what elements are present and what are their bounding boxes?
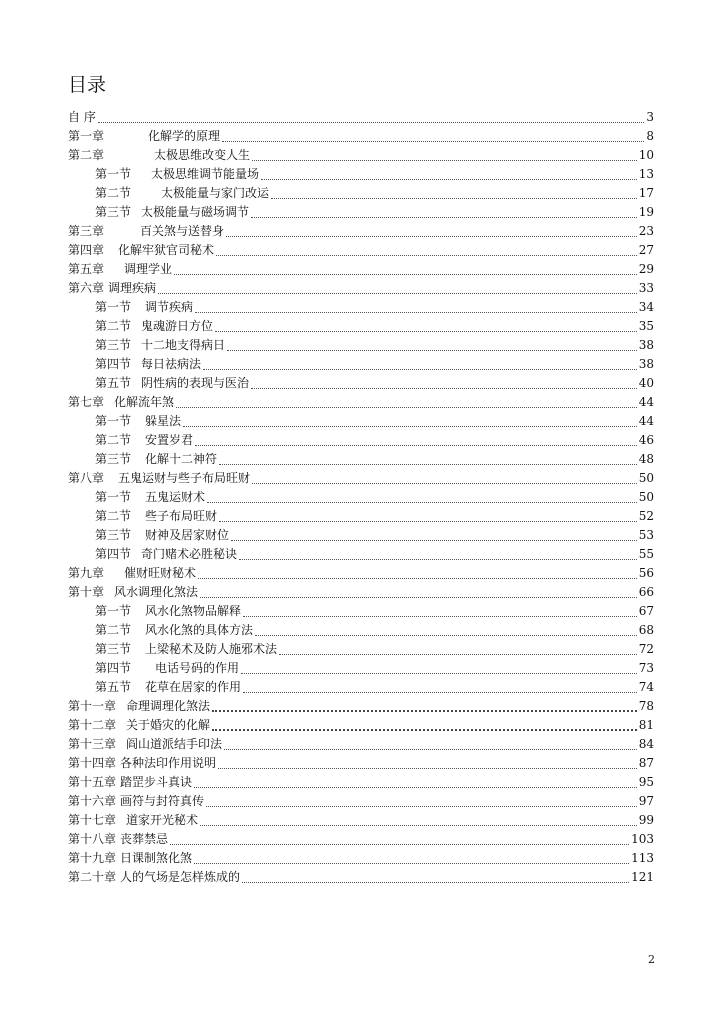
toc-entry-page: 19 [638,205,654,219]
toc-entry[interactable] [68,317,654,336]
dot-leader [227,350,637,351]
toc-entry-label: 第三节 [95,528,132,542]
toc-entry-page: 44 [638,395,654,409]
toc-entry-page: 8 [646,129,654,143]
toc-entry-label: 第一节 [95,490,132,504]
toc-entry-page: 81 [638,718,654,732]
toc-entry-label: 第六章 [68,281,105,295]
toc-entry[interactable] [68,241,654,260]
toc-entry[interactable] [68,754,654,773]
toc-entry-title: 财神及居家财位 [145,528,230,542]
toc-entry-title: 化解十二神符 [145,452,218,466]
toc-entry-title: 太极思维改变人生 [154,148,251,162]
dot-leader [222,141,644,142]
toc-entry-title: 化解牢狱官司秘术 [118,243,215,257]
toc-entry-page: 23 [638,224,654,238]
dot-leader [239,559,637,560]
toc-entry-title: 些子布局旺财 [145,509,218,523]
toc-entry-title: 风水调理化煞法 [114,585,199,599]
toc-entry-title: 太极能量与家门改运 [161,186,270,200]
toc-entry-title: 鬼魂游日方位 [141,319,214,333]
toc-entry-page: 66 [638,585,654,599]
toc-entry[interactable] [68,298,654,317]
toc-entry-label: 第七章 [68,395,105,409]
dot-leader [158,293,637,294]
dot-leader [218,768,637,769]
toc-entry[interactable] [68,507,654,526]
toc-entry-page: 72 [638,642,654,656]
toc-entry-title: 每日祛病法 [141,357,202,371]
table-of-contents [68,108,654,887]
toc-entry[interactable] [68,450,654,469]
toc-entry-label: 第四节 [95,357,132,371]
toc-entry-title: 躲星法 [145,414,182,428]
dot-leader [170,844,629,845]
toc-entry[interactable] [68,602,654,621]
dot-leader [271,198,637,199]
toc-entry-label: 第十八章 [68,832,117,846]
dot-leader [261,179,637,180]
toc-entry[interactable] [68,849,654,868]
toc-entry-title: 催财旺财秘术 [124,566,197,580]
toc-entry-page: 97 [638,794,654,808]
toc-entry-title: 太极能量与磁场调节 [141,205,250,219]
toc-entry-label: 第二章 [68,148,105,162]
toc-entry-page: 17 [638,186,654,200]
dot-leader [203,369,637,370]
dot-leader [198,578,637,579]
toc-entry[interactable] [68,659,654,678]
dot-leader [212,729,637,731]
dot-leader [252,160,637,161]
dot-leader [195,312,637,313]
toc-entry-label: 第二节 [95,433,132,447]
dot-leader [195,445,637,446]
toc-entry-page: 50 [638,490,654,504]
dot-leader [231,540,637,541]
toc-entry-title: 各种法印作用说明 [120,756,217,770]
dot-leader [224,749,637,750]
dot-leader [251,388,637,389]
toc-entry[interactable] [68,146,654,165]
toc-entry-page: 10 [638,148,654,162]
toc-entry[interactable] [68,545,654,564]
toc-entry[interactable] [68,184,654,203]
toc-entry-label: 第四章 [68,243,105,257]
dot-leader [279,654,637,655]
toc-entry-title: 十二地支得病日 [141,338,226,352]
dot-leader [243,616,637,617]
dot-leader [174,274,637,275]
toc-entry-title: 上梁秘术及防人施邪术法 [145,642,278,656]
toc-entry-label: 第五节 [95,680,132,694]
toc-entry-page: 113 [631,851,654,865]
toc-entry[interactable] [68,469,654,488]
toc-entry[interactable] [68,260,654,279]
toc-entry[interactable] [68,811,654,830]
toc-entry[interactable] [68,735,654,754]
toc-entry-label: 第十九章 [68,851,117,865]
toc-entry-label: 第十二章 [68,718,117,732]
dot-leader [207,502,637,503]
toc-entry-label: 第八章 [68,471,105,485]
toc-entry-title: 阴性病的表现与医治 [141,376,250,390]
toc-entry-page: 103 [631,832,654,846]
toc-entry-label: 第三节 [95,452,132,466]
toc-entry-label: 第五节 [95,376,132,390]
toc-entry-page: 67 [638,604,654,618]
toc-entry-page: 95 [638,775,654,789]
toc-entry[interactable] [68,355,654,374]
toc-entry-label: 第十三章 [68,737,117,751]
toc-entry-label: 第一节 [95,414,132,428]
toc-entry[interactable] [68,165,654,184]
toc-entry[interactable] [68,488,654,507]
toc-entry-page: 33 [638,281,654,295]
toc-entry-page: 87 [638,756,654,770]
toc-entry[interactable] [68,583,654,602]
toc-entry-title: 化解流年煞 [114,395,175,409]
toc-entry-label: 第十一章 [68,699,117,713]
toc-entry-page: 38 [638,338,654,352]
toc-entry-label: 第十七章 [68,813,117,827]
toc-entry[interactable] [68,564,654,583]
toc-entry-title: 安置岁君 [145,433,194,447]
toc-entry-label: 第四节 [95,547,132,561]
toc-entry-page: 74 [638,680,654,694]
toc-entry-page: 56 [638,566,654,580]
toc-entry-title: 日课制煞化煞 [120,851,193,865]
toc-entry-page: 68 [638,623,654,637]
dot-leader [200,825,637,826]
toc-entry[interactable] [68,716,654,735]
toc-entry-label: 第五章 [68,262,105,276]
toc-entry-title: 电话号码的作用 [155,661,240,675]
toc-entry-label: 第二节 [95,509,132,523]
toc-entry[interactable] [68,393,654,412]
dot-leader [219,464,637,465]
toc-entry-label: 第十六章 [68,794,117,808]
toc-entry[interactable] [68,526,654,545]
toc-entry-title: 踏罡步斗真诀 [120,775,193,789]
page-number: 2 [648,953,655,966]
toc-entry-label: 自 序 [68,110,96,124]
toc-entry-page: 44 [638,414,654,428]
toc-entry-page: 46 [638,433,654,447]
toc-entry-label: 第十四章 [68,756,117,770]
dot-leader [243,692,637,693]
toc-entry-label: 第三章 [68,224,105,238]
toc-entry-title: 奇门赌术必胜秘诀 [141,547,238,561]
dot-leader [242,882,629,883]
toc-entry-label: 第十五章 [68,775,117,789]
dot-leader [200,597,637,598]
toc-entry[interactable] [68,127,654,146]
toc-entry-page: 84 [638,737,654,751]
toc-entry-label: 第三节 [95,338,132,352]
toc-entry-title: 五鬼运财与些子布局旺财 [118,471,251,485]
toc-entry-title: 丧葬禁忌 [120,832,169,846]
toc-entry-page: 48 [638,452,654,466]
toc-entry-label: 第二节 [95,319,132,333]
toc-entry-page: 3 [646,110,654,124]
toc-entry-label: 第一节 [95,167,132,181]
toc-entry[interactable] [68,412,654,431]
toc-entry-title: 太极思维调节能量场 [151,167,260,181]
dot-leader [219,521,637,522]
toc-entry-title: 关于婚灾的化解 [126,718,211,732]
page-title: 目录 [68,74,107,96]
toc-entry-label: 第二节 [95,623,132,637]
toc-entry-title: 风水化煞物品解释 [145,604,242,618]
toc-entry-page: 50 [638,471,654,485]
toc-entry-title: 调理疾病 [108,281,157,295]
dot-leader [206,806,637,807]
toc-entry-label: 第二节 [95,186,132,200]
dot-leader [183,426,637,427]
toc-entry-page: 78 [638,699,654,713]
dot-leader [215,331,637,332]
toc-entry-page: 99 [638,813,654,827]
toc-entry-label: 第二十章 [68,870,117,884]
toc-entry-title: 化解学的原理 [148,129,221,143]
toc-entry-label: 第十章 [68,585,105,599]
dot-leader [212,710,637,712]
toc-entry[interactable] [68,830,654,849]
toc-entry-title: 调理学业 [124,262,173,276]
toc-entry-title: 人的气场是怎样炼成的 [120,870,241,884]
toc-entry[interactable] [68,108,654,127]
toc-entry-label: 第一节 [95,300,132,314]
toc-entry[interactable] [68,868,654,887]
toc-entry-title: 风水化煞的具体方法 [145,623,254,637]
toc-entry-page: 40 [638,376,654,390]
toc-entry[interactable] [68,203,654,222]
toc-entry[interactable] [68,792,654,811]
dot-leader [255,635,637,636]
dot-leader [194,863,629,864]
toc-entry-page: 52 [638,509,654,523]
toc-entry-label: 第三节 [95,205,132,219]
toc-entry-page: 35 [638,319,654,333]
toc-entry-page: 13 [638,167,654,181]
dot-leader [226,236,637,237]
toc-entry-title: 五鬼运财术 [145,490,206,504]
toc-entry-label: 第九章 [68,566,105,580]
toc-entry[interactable] [68,336,654,355]
toc-entry-title: 花草在居家的作用 [145,680,242,694]
dot-leader [176,407,637,408]
dot-leader [98,122,645,123]
toc-entry-title: 道家开光秘术 [126,813,199,827]
dot-leader [216,255,637,256]
toc-entry[interactable] [68,678,654,697]
toc-entry[interactable] [68,621,654,640]
toc-entry[interactable] [68,222,654,241]
toc-entry-title: 调节疾病 [145,300,194,314]
toc-entry[interactable] [68,431,654,450]
toc-entry[interactable] [68,773,654,792]
toc-entry-title: 阎山道派结手印法 [126,737,223,751]
toc-entry-page: 29 [638,262,654,276]
toc-entry-page: 73 [638,661,654,675]
toc-entry-page: 27 [638,243,654,257]
toc-entry-label: 第一节 [95,604,132,618]
dot-leader [194,787,637,788]
toc-entry[interactable] [68,697,654,716]
toc-entry-page: 121 [631,870,654,884]
dot-leader [241,673,637,674]
toc-entry-title: 画符与封符真传 [120,794,205,808]
toc-entry-label: 第三节 [95,642,132,656]
toc-entry-label: 第四节 [95,661,132,675]
toc-entry-page: 55 [638,547,654,561]
dot-leader [252,483,637,484]
toc-entry-page: 38 [638,357,654,371]
toc-entry[interactable] [68,279,654,298]
toc-entry-title: 命理调理化煞法 [126,699,211,713]
toc-entry[interactable] [68,374,654,393]
toc-entry-page: 53 [638,528,654,542]
toc-entry-page: 34 [638,300,654,314]
toc-entry-title: 百关煞与送替身 [140,224,225,238]
toc-entry[interactable] [68,640,654,659]
dot-leader [251,217,637,218]
toc-entry-label: 第一章 [68,129,105,143]
